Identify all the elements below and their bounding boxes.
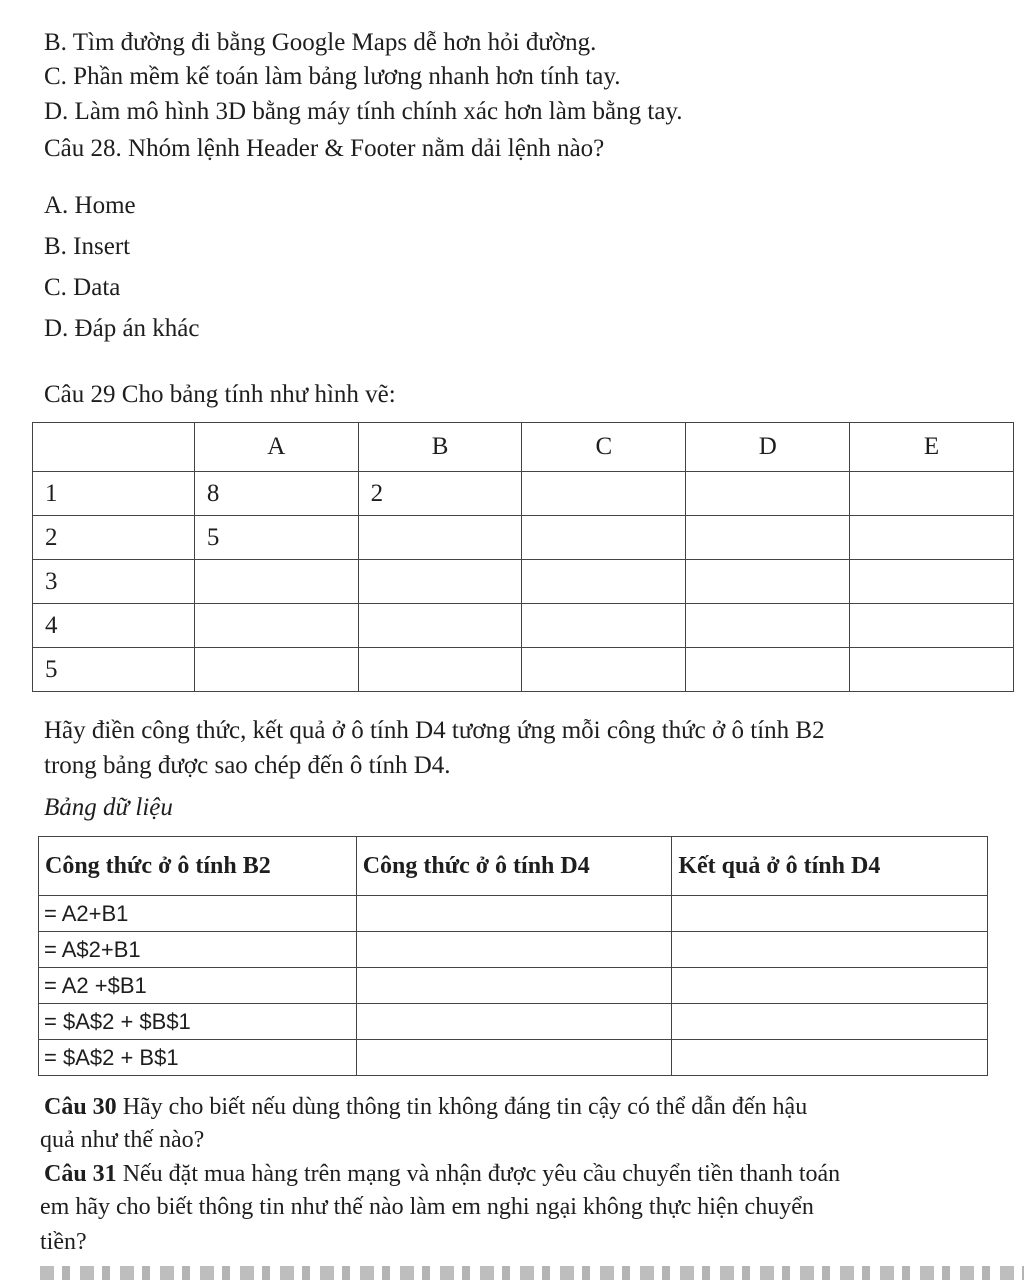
row-header: 4 [33,604,195,648]
spreadsheet-row-3 [33,560,1014,604]
column-header-corner [33,423,195,472]
spreadsheet-grid [32,422,1014,692]
cell-d3 [686,560,850,604]
spreadsheet-row-2 [33,516,1014,560]
formula-b2-cell: = $A$2 + B$1 [39,1040,357,1076]
question-28: Câu 28. Nhóm lệnh Header & Footer nằm dải lệnh nào? [44,135,605,162]
q28-option-a: A. Home [44,192,136,219]
q28-option-d: D. Đáp án khác [44,315,200,342]
formula-b2-cell: = A2 +$B1 [39,968,357,1004]
header-result-d4: Kết quả ở ô tính D4 [672,837,988,896]
q28-option-c: C. Data [44,274,121,301]
cell-b3 [358,560,522,604]
column-header-d: D [686,423,850,472]
option-prev-b: B. Tìm đường đi bằng Google Maps dễ hơn hỏi đường. [44,29,597,56]
formula-b2-cell: = A$2+B1 [39,932,357,968]
cell-c4 [522,604,686,648]
question-31-text-end: tiền? [40,1229,87,1255]
question-30-text: Hãy cho biết nếu dùng thông tin không đáng tin cậy có thể dẫn đến hậu [116,1094,808,1120]
formula-table [38,836,988,1076]
option-prev-c: C. Phần mềm kế toán làm bảng lương nhanh hơn tính tay. [44,63,621,90]
question-30-label: Câu 30 [44,1094,117,1120]
cell-d4 [686,604,850,648]
row-header: 2 [33,516,195,560]
cell-e5 [850,648,1014,692]
question-30 [44,1092,807,1122]
spreadsheet-row-4 [33,604,1014,648]
cell-a4 [194,604,358,648]
spreadsheet-row-5 [33,648,1014,692]
cell-a2: 5 [194,516,358,560]
result-d4-cell [672,968,988,1004]
table-caption: Bảng dữ liệu [44,794,173,821]
spreadsheet-row-1 [33,472,1014,516]
cell-c1 [522,472,686,516]
cell-c5 [522,648,686,692]
row-header: 3 [33,560,195,604]
spreadsheet-header-row [33,423,1014,472]
table-row [39,932,988,968]
cell-b1: 2 [358,472,522,516]
table-row [39,1004,988,1040]
cell-a5 [194,648,358,692]
column-header-a: A [194,423,358,472]
formula-d4-cell [356,896,672,932]
formula-d4-cell [356,1040,672,1076]
formula-d4-cell [356,932,672,968]
column-header-b: B [358,423,522,472]
table-row [39,1040,988,1076]
question-31 [44,1159,840,1189]
cell-e1 [850,472,1014,516]
cell-e2 [850,516,1014,560]
row-header: 5 [33,648,195,692]
question-31-text-cont: em hãy cho biết thông tin như thế nào làm em nghi ngại không thực hiện chuyển [40,1194,814,1220]
formula-b2-cell: = $A$2 + $B$1 [39,1004,357,1040]
header-formula-d4: Công thức ở ô tính D4 [356,837,672,896]
table-row [39,968,988,1004]
cell-d5 [686,648,850,692]
column-header-c: C [522,423,686,472]
cell-b4 [358,604,522,648]
question-31-text: Nếu đặt mua hàng trên mạng và nhận được yêu cầu chuyển tiền thanh toán [116,1161,841,1187]
cell-c2 [522,516,686,560]
question-29: Câu 29 Cho bảng tính như hình vẽ: [44,381,396,408]
cell-d2 [686,516,850,560]
table-row [39,896,988,932]
result-d4-cell [672,1004,988,1040]
formula-table-header [39,837,988,896]
question-30-text-cont: quả như thế nào? [40,1127,205,1153]
result-d4-cell [672,932,988,968]
cell-b2 [358,516,522,560]
formula-b2-cell: = A2+B1 [39,896,357,932]
option-prev-d: D. Làm mô hình 3D bằng máy tính chính xác hơn làm bằng tay. [44,98,683,125]
row-header: 1 [33,472,195,516]
header-formula-b2: Công thức ở ô tính B2 [39,837,357,896]
cell-e3 [850,560,1014,604]
result-d4-cell [672,1040,988,1076]
cell-d1 [686,472,850,516]
cell-a1: 8 [194,472,358,516]
formula-d4-cell [356,1004,672,1040]
cell-c3 [522,560,686,604]
q28-option-b: B. Insert [44,233,131,260]
instruction-line-1: Hãy điền công thức, kết quả ở ô tính D4 tương ứng mỗi công thức ở ô tính B2 [44,717,825,744]
question-31-label: Câu 31 [44,1161,117,1187]
cell-a3 [194,560,358,604]
formula-d4-cell [356,968,672,1004]
cell-e4 [850,604,1014,648]
instruction-line-2: trong bảng được sao chép đến ô tính D4. [44,752,451,779]
cell-b5 [358,648,522,692]
column-header-e: E [850,423,1014,472]
result-d4-cell [672,896,988,932]
cropped-text-line [40,1266,1024,1280]
